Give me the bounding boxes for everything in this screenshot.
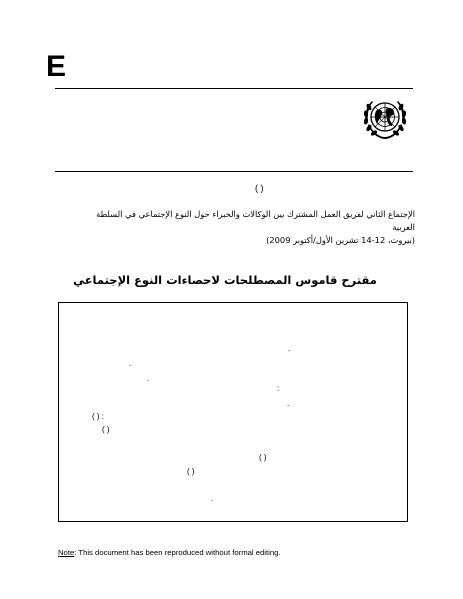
box-fragment: ( ) :	[92, 412, 104, 421]
meeting-description	[85, 208, 415, 247]
document-symbol: E	[46, 50, 67, 83]
box-fragment: :	[277, 384, 280, 393]
document-title: مقترح قاموس المصطلحات لاحصاءات النوع الإجتماعي	[73, 273, 377, 287]
box-fragment: .	[147, 374, 150, 383]
box-fragment: ( )	[102, 425, 110, 434]
note-text: : This document has been reproduced without formal editing.	[74, 548, 281, 557]
box-fragment: ( )	[187, 467, 195, 476]
box-fragment: .	[129, 359, 132, 368]
document-date-placeholder: ( )	[255, 183, 264, 193]
box-fragment: .	[288, 344, 291, 353]
box-fragment: .	[287, 399, 290, 408]
top-divider	[55, 88, 413, 89]
box-fragment: ( )	[259, 453, 267, 462]
note-label: Note	[58, 548, 75, 557]
editing-note	[58, 548, 281, 557]
header-divider	[55, 171, 413, 172]
meeting-line-2: (بيروت، 12-14 تشرين الأول/أكتوبر 2009)	[266, 235, 415, 245]
meeting-line-1: الإجتماع الثاني لفريق العمل المشترك بين الوكالات والخبراء حول النوع الإجتماعي في السلطة العربية	[96, 209, 415, 232]
un-emblem-icon	[360, 93, 410, 143]
box-fragment: .	[211, 494, 214, 503]
content-box	[58, 302, 408, 522]
